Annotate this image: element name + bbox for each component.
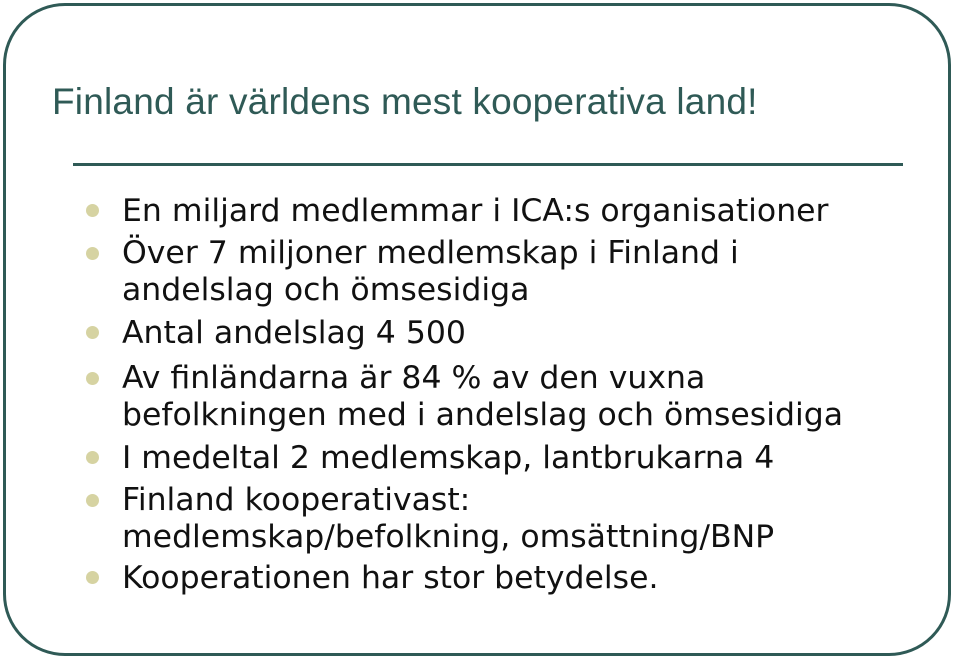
bullet-text-line: Kooperationen har stor betydelse. [122, 560, 659, 596]
bullet-text-line: Av finländarna är 84 % av den vuxna [122, 360, 706, 396]
title-divider [73, 163, 903, 166]
bullet-item [86, 192, 906, 230]
bullet-text-line: befolkningen med i andelslag och ömsesidiga [122, 397, 843, 433]
bullet-text-line: andelslag och ömsesidiga [122, 272, 530, 308]
slide-title: Finland är världens mest kooperativa land! [52, 81, 758, 122]
bullet-text-line: Finland kooperativast: [122, 482, 471, 518]
bullet-item [86, 482, 906, 556]
bullet-item [86, 314, 906, 352]
bullet-dot-icon [86, 326, 99, 339]
bullet-text-line: En miljard medlemmar i ICA:s organisationer [122, 193, 829, 229]
bullet-item [86, 559, 906, 597]
bullet-item [86, 439, 906, 477]
bullet-item [86, 235, 906, 309]
bullet-text-line: medlemskap/befolkning, omsättning/BNP [122, 519, 775, 555]
bullet-list [86, 192, 906, 597]
bullet-item [86, 360, 906, 434]
bullet-text-line: Antal andelslag 4 500 [122, 315, 466, 351]
bullet-text-line: I medeltal 2 medlemskap, lantbrukarna 4 [122, 440, 775, 476]
bullet-dot-icon [86, 451, 99, 464]
bullet-dot-icon [86, 571, 99, 584]
bullet-dot-icon [86, 247, 99, 260]
bullet-dot-icon [86, 372, 99, 385]
bullet-text-line: Över 7 miljoner medlemskap i Finland i [122, 235, 739, 271]
slide-frame [3, 3, 951, 656]
bullet-dot-icon [86, 204, 99, 217]
bullet-dot-icon [86, 494, 99, 507]
